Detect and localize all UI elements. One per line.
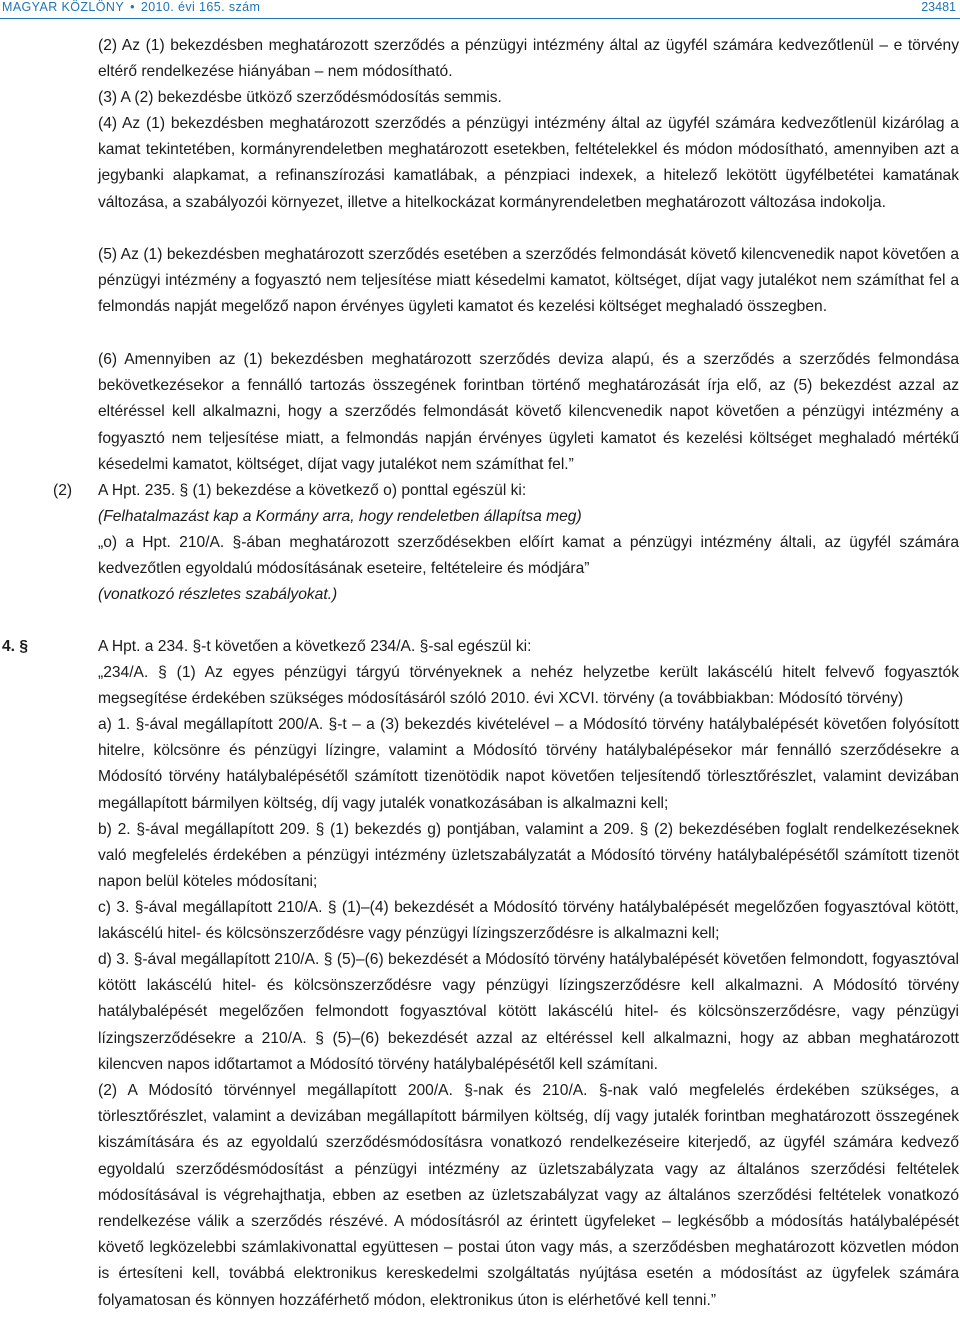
- item-2-italic-outro: (vonatkozó részletes szabályokat.): [98, 586, 338, 603]
- header-bullet: •: [130, 0, 135, 14]
- section-234a-point-a: a) 1. §-ával megállapított 200/A. §-t – a (3) bekezdés kivételével – a Módosító törvény hatálybalépését követően folyósított hitelre, kölcsönre és pénzügyi lízingre, valamint a Módosító törvény hatálybalépésekor már fennálló szerződésekre a Módosító törvény hatálybalépésétől számított tizenötödik napot követően teljesítendő törlesztőrészlet, valamint devizában megállapított bármilyen költség, díj vagy jutalék vonatkozásában is alkalmazni kell;: [98, 716, 959, 812]
- issue-label: 2010. évi 165. szám: [140, 0, 261, 14]
- section-4-text: A Hpt. a 234. §-t követően a következő 234/A. §-sal egészül ki:: [98, 638, 532, 655]
- paragraph-6: (6) Amennyiben az (1) bekezdésben meghatározott szerződés deviza alapú, és a szerződés a szerződés felmondása bekövetkezésekor a fennálló tartozás összegének forintban történő meghatározását írja elő, az (5) bekezdést azzal az eltéréssel kell alkalmazni, hogy a szerződés felmondását követő kilencvenedik napot követően a pénzügyi intézmény a fogyasztó nem teljesítése miatt, a felmondás napján érvényes ügyleti kamatot és kezelési költséget meghaladó mértékű késedelmi kamatot, költséget, díjat vagy jutalékot nem számíthat fel.”: [98, 351, 959, 473]
- journal-title: [2, 0, 260, 14]
- header-rule: [0, 18, 960, 19]
- paragraph-5: (5) Az (1) bekezdésben meghatározott szerződés esetében a szerződés felmondását követő kilencvenedik napot követően a pénzügyi intézmény a fogyasztó nem teljesítése miatt késedelmi kamatot, költséget, díjat vagy jutalékot nem számíthat fel a felmondás napját megelőző napon érvényes ügyleti kamatot és kezelési költséget meghaladó összegben.: [98, 246, 959, 316]
- item-2-text: A Hpt. 235. § (1) bekezdése a következő o) ponttal egészül ki:: [98, 482, 527, 499]
- item-2-number: (2): [53, 482, 73, 499]
- section-234a-intro: „234/A. § (1) Az egyes pénzügyi tárgyú törvényeknek a nehéz helyzetbe került lakáscélú hitelt felvevő fogyasztók megsegítése érdekében szükséges módosításáról szóló 2010. évi XCVI. törvény (a továbbiakban: Módosító törvény): [98, 664, 959, 708]
- section-234a-point-c: c) 3. §-ával megállapított 210/A. § (1)–(4) bekezdését a Módosító törvény hatálybalépését megelőzően fogyasztóval kötött, lakáscélú hitel- és kölcsönszerződésre vagy pénzügyi lízingszerződésre is alkalmazni kell;: [98, 899, 959, 943]
- section-234a-point-b: b) 2. §-ával megállapított 209. § (1) bekezdés g) pontjában, valamint a 209. § (2) bekezdésében foglalt rendelkezéseknek való megfelelés érdekében a pénzügyi intézmény üzletszabályzatát a Módosító törvény hatálybalépésétől számított tizenöt napon belül köteles módosítani;: [98, 821, 959, 891]
- paragraph-4: (4) Az (1) bekezdésben meghatározott szerződés a pénzügyi intézmény által az ügyfél számára kedvezőtlenül kizárólag a kamat tekintetében, kormányrendeletben meghatározott esetekben, feltételekkel és módon módosítható, amennyiben azt a jegybanki alapkamat, a refinanszírozási kamatlábak, a pénzpiaci indexek, a hitelező lekötött ügyfélbetétei kamatának változása, a szabályozói környezet, illetve a hitelkockázat kormányrendeletben meghatározott változása indokolja.: [98, 115, 959, 211]
- page-header: [0, 0, 960, 16]
- paragraph-3: (3) A (2) bekezdésbe ütköző szerződésmódosítás semmis.: [98, 89, 502, 106]
- page-number: 23481: [921, 0, 956, 14]
- journal-name: MAGYAR KÖZLÖNY: [2, 0, 125, 14]
- section-234a-point-d: d) 3. §-ával megállapított 210/A. § (5)–(6) bekezdését a Módosító törvény hatálybalépését követően felmondott, fogyasztóval kötött lakáscélú hitel- és kölcsönszerződésre vagy pénzügyi lízingszerződésre kell alkalmazni. A Módosító törvény hatálybalépését megelőzően felmondott fogyasztóval kötött lakáscélú hitel- és kölcsönszerződésre, vagy pénzügyi lízingszerződésekre a 210/A. § (5)–(6) bekezdését azzal az eltéréssel kell alkalmazni, hogy az abban meghatározott kilencven napos időtartamot a Módosító törvény hatálybalépésétől kell számítani.: [98, 951, 959, 1073]
- item-2-italic-intro: (Felhatalmazást kap a Kormány arra, hogy rendeletben állapítsa meg): [98, 508, 582, 525]
- section-234a-paragraph-2: (2) A Módosító törvénnyel megállapított 200/A. §-nak és 210/A. §-nak való megfelelés érdekében szükséges, a törlesztőrészlet, valamint a devizában megállapított bármilyen költség, díj vagy jutalék forintban meghatározott összegének kiszámítására és az egyoldalú szerződésmódosításra vonatkozó rendelkezéseire kiterjedő, az ügyfél számára kedvező egyoldalú szerződésmódosítást a pénzügyi intézmény az üzletszabályzata vagy az általános szerződési feltételek módosításával is végrehajthatja, ebben az esetben az üzletszabályzat vagy az általános szerződési feltételek vonatkozó rendelkezése válik a szerződés részévé. A módosításról az érintett ügyfeleket – legkésőbb a módosítás hatálybalépését követő legközelebbi számlakivonattal együttesen – postai úton vagy más, a szerződésben meghatározott közvetlen módon is értesíteni kell, továbbá elektronikus kereskedelmi szolgáltatás nyújtása esetén a módosítást az ügyfelek számára folyamatosan és könnyen hozzáférhető módon, elektronikus úton is elérhetővé kell tenni.”: [98, 1082, 959, 1309]
- item-2-point-o: „o) a Hpt. 210/A. §-ában meghatározott szerződésekben előírt kamat a pénzügyi intézmény általi, az ügyfél számára kedvezőtlen egyoldalú módosításának eseteire, feltételeire és módjára”: [98, 534, 959, 578]
- paragraph-2: (2) Az (1) bekezdésben meghatározott szerződés a pénzügyi intézmény által az ügyfél számára kedvezőtlenül – e törvény eltérő rendelkezése hiányában – nem módosítható.: [98, 37, 959, 81]
- section-4-number: 4. §: [2, 638, 29, 655]
